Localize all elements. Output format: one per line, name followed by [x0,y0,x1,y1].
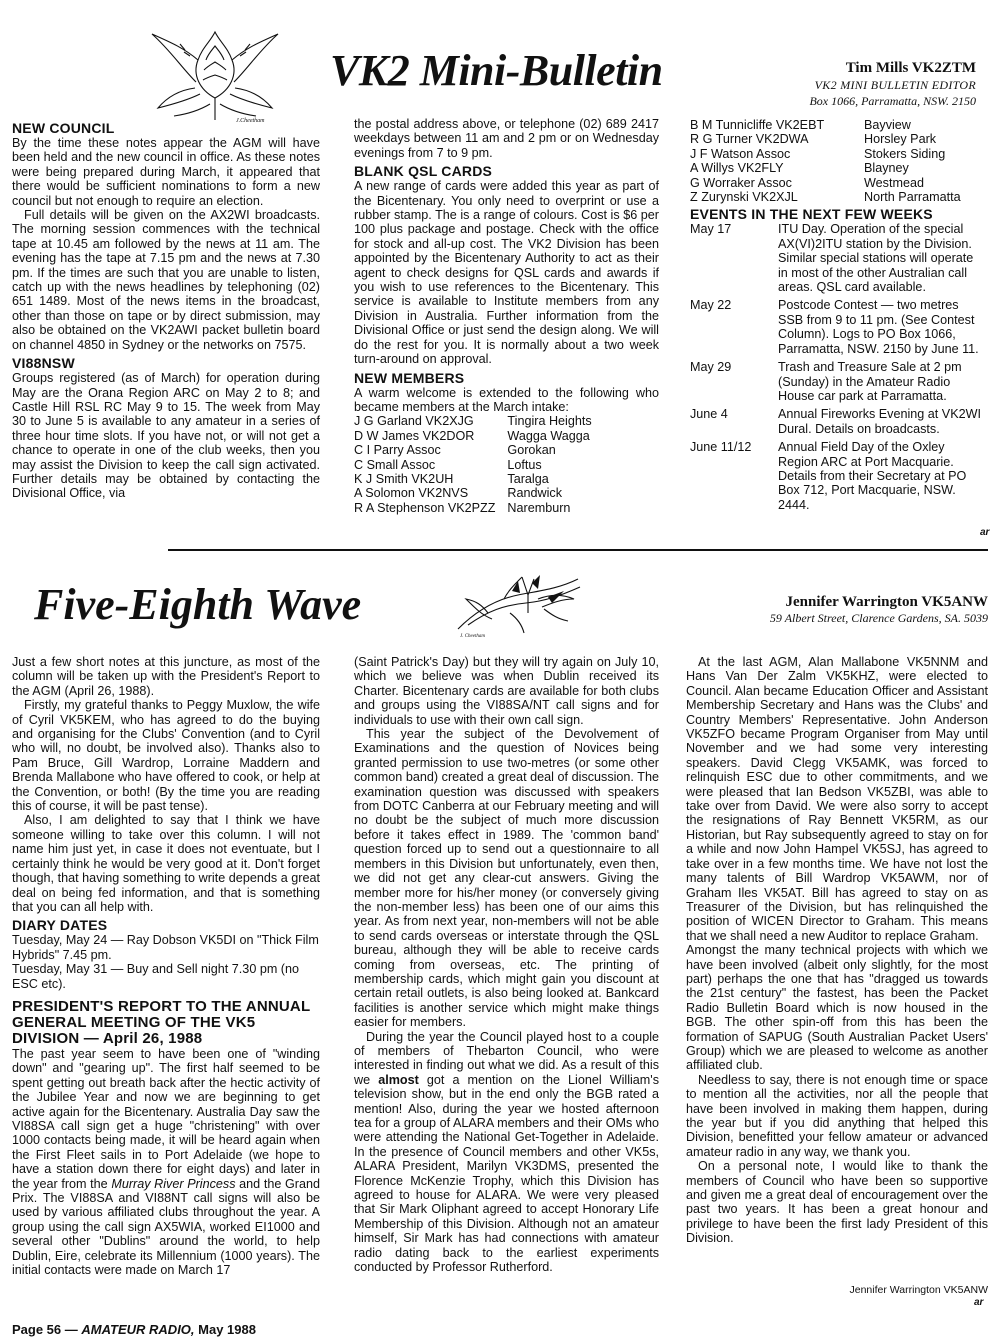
table-row [354,429,592,443]
members-table [354,414,592,515]
paragraph [354,1030,659,1275]
paragraph: On a personal note, I would like to thank the members of Council who have been so supportive and given me a great deal of encouragement over the past two years. It has been a great honour and privilege to have been the first lady President of this Division. [686,1159,988,1246]
table-row [354,486,592,500]
member-name: D W James VK2DOR [354,428,475,443]
wave-author-address: 59 Albert Street, Clarence Gardens, SA. 5039 [769,611,988,625]
paragraph: By the time these notes appear the AGM will have been held and the new council in office. As these notes were being prepared during March, it appeared that there would be sufficient nominations to form a new council but not enough to require an election. [12,136,320,208]
paragraph: This year the subject of the Devolvement of Examinations and the question of Novices being granted permission to use two-metres (or some other common band) created a great deal of discussion. The examination question was discussed with speakers from DOTC Canberra at our February meeting and will no doubt be the subject of much more discussion before it takes effect in 1989. The 'common band' question forced up to send out a questionnaire to all members in this Division but unfortunately, even then, we did not get any clear-cut answers. Giving the member more for his/her money (or conversely giving the non-member less) has been one of our aims this year. As from next year, non-members will not be able to send cards overseas or interstate through the QSL bureau, although they will be able to receive cards coming from overseas, etc. The printing of membership cards, which might gain you discount at certain retail outlets, is also being looked at. Bankcard facilities is another service which might make things easier for members. [354,727,659,1030]
italic-text: Murray River Princess [111,1176,236,1191]
event-description: Postcode Contest — two metres SSB from 9 to 11 pm. (See Contest Column). Logs to PO Box 1066, Parramatta, NSW. 2150 by June 11. [778,298,979,356]
table-row [354,414,592,428]
table-row [690,118,961,132]
bulletin-column-1 [12,121,320,501]
bulletin-column-2 [354,117,659,515]
page-number: Page 56 — [12,1322,78,1337]
member-name: J F Watson Assoc [690,146,791,161]
paragraph [12,1047,320,1278]
paragraph: Groups registered (as of March) for operation during May are the Orana Region ARC on May 2 to 8; and Castle Hill RSL RC May 9 to 15. The week from May 30 to June 5 is available to any amateur in a series of three hour time slots. If you have not, or will not get a chance to operate in one of the club weeks, then you may assist the Division to keep the call sign activated. Further details may be obtained by contacting the Divisional Office, via [12,371,320,501]
table-row [690,190,961,204]
member-place: Blayney [864,161,909,176]
bulletin-sign-off: ar [980,527,990,538]
member-place: North Parramatta [864,190,961,205]
member-place: Gorokan [507,443,556,458]
paragraph: At the last AGM, Alan Mallabone VK5NNM and Hans Van Der Zalm VK5KHZ, were elected to Council. Alan became Education Officer and Assistant Membership Secretary and Hans was the Clubs' and Country Members' Representative. John Anderson VK5ZFO became Program Organiser from May until November and we had some very interesting speakers. David Clegg VK5AMK, was forced to relinquish ESC due to other commitments, and we were pleased that Ian Bedson VK5ZBI, was able to take over from David. We were also sorry to accept the resignations of Ray Bennett VK5RM, as our Historian, but Ray subsequently agreed to stay on for a while and now John Hampel VK5SJ, has agreed to take over in a few months time. We have not lost the many talents of Bill Wardrop VK5AWM, nor of Graham Iles VK5AT. Bill has agreed to stay on as Treasurer of the Division, but has relinquished the position of WICEN Director to Graham. This means that we shall need a new Auditor to replace Graham. [686,655,988,943]
event-date: May 17 [690,222,732,237]
member-place: Naremburn [507,500,571,515]
issue-date: May 1988 [198,1322,256,1337]
event-description: Annual Fireworks Evening at VK2WI Dural. Details on broadcasts. [778,407,981,436]
text-span: During the year the Council played host to a couple of members of Thebarton Council, who were interested in finding out what we did. As a result of this we [354,1029,659,1087]
member-place: Loftus [507,457,542,472]
member-place: Westmead [864,175,924,190]
member-name: G Worraker Assoc [690,175,792,190]
event-description: Annual Field Day of the Oxley Region ARC at Port Macquarie. Details from their Secretary at PO Box 712, Port Macquarie, NSW. 2444. [778,440,967,512]
paragraph: Full details will be given on the AX2WI broadcasts. The morning session commences with the technical tape at 10.45 am followed by the news at 11 am. The evening has the tape at 7.15 pm and the news at 7.30 pm. If the times are such that you are unable to listen, catch up with the news headlines by telephoning (02) 651 1489. Most of the news items in the broadcast, other than those on tape or by direct submission, may also be obtained on the VK2AWI packet bulletin board on channel 4850 in Sydney or the networks on 7575. [12,208,320,352]
table-row [354,472,592,486]
text-span: and the Grand Prix. The VI88SA and VI88NT call signs will also be used by various affiliated clubs throughout the year. A group using the call sign AX5WIA, worked EI1000 and several other "Dublins" around the world, to help Dublin, Eire, celebrate its Millennium (1000 years). The initial contacts were made on March 17 [12,1176,320,1278]
heading-diary-dates: DIARY DATES [12,917,108,934]
paragraph: (Saint Patrick's Day) but they will try again on July 10, which we believe was when Dublin received its Charter. Bicentenary cards are available for both clubs and groups using the VI88SA/NT call signs and for individuals to use with their own call sign. [354,655,659,727]
member-name: R G Turner VK2DWA [690,132,809,147]
heading-blank-qsl-cards: BLANK QSL CARDS [354,163,493,180]
paragraph: A warm welcome is extended to the following who became members at the March intake: [354,385,659,414]
magazine-name: AMATEUR RADIO, [81,1322,195,1337]
member-name: B M Tunnicliffe VK2EBT [690,118,825,132]
member-place: Randwick [507,486,563,501]
bulletin-author-role: VK2 MINI BULLETIN EDITOR [814,78,976,92]
bulletin-column-3 [690,118,986,516]
member-place: Taralga [507,471,549,486]
wave-title: Five-Eighth Wave [34,580,362,629]
member-place: Horsley Park [864,132,937,147]
paragraph: A new range of cards were added this year as part of the Bicentenary. You only need to overprint or use a rubber stamp. The is a range of colours. Cost is $6 per 100 plus package and postage. Check with the office for stock and all-up cost. The VK2 Division has been appointed by the Bicentenary Authority to act as their agent to check designs for QSL cards and awards if you wish to use references to the Bicentenary. This service is available to Institute members from any Division in Australia. Further information from the Divisional Office or just send the design along. We will do the rest for you. It is normally about a two week turn-around on approval. [354,179,659,367]
diary-entry: Tuesday, May 31 — Buy and Sell night 7.30 pm (no ESC etc). [12,962,300,991]
wave-logo [448,569,588,641]
events-table [690,222,986,516]
table-row [690,132,961,146]
wave-signature: Jennifer Warrington VK5ANW [849,1284,988,1296]
paragraph: the postal address above, or telephone (02) 689 2417 weekdays between 11 am and 2 pm or on Wednesday evenings from 7 to 9 pm. [354,117,659,160]
table-row [690,360,986,407]
event-description: Trash and Treasure Sale at 2 pm (Sunday) in the Amateur Radio House car park at Parramatta. [778,360,962,403]
heading-new-council: NEW COUNCIL [12,120,115,136]
member-name: C Small Assoc [354,457,436,472]
bulletin-author-name: Tim Mills VK2ZTM [845,60,976,76]
event-date: June 11/12 [690,440,752,455]
paragraph: Needless to say, there is not enough time or space to mention all the activities, nor all the people that have been involved in making them happen, during the year but if you did anything that helped this Division, benefitted your fellow amateur or advanced amateur radio in any way, we thank you. [686,1072,988,1159]
member-place: Stokers Siding [864,146,946,161]
event-date: May 29 [690,360,732,375]
member-place: Tingira Heights [507,414,592,429]
bold-text: almost [378,1072,419,1087]
event-date: May 22 [690,298,732,313]
paragraph: Firstly, my grateful thanks to Peggy Muxlow, the wife of Cyril VK5KEM, who has agreed to do the buying and organising for the Clubs' Convention (and to Cyril who will, no doubt, be involved also). Thanks also to Pam Bruce, Gill Wardrop, Lorraine Maddern and Brenda Mallabone who have offered to cook, or help at the Convention, or both! (By the time you are reading this of course, it will be past tense). [12,698,320,814]
member-name: J G Garland VK2XJG [354,414,474,429]
member-name: K J Smith VK2UH [354,471,454,486]
diary-entry: Tuesday, May 24 — Ray Dobson VK5DI on "Thick Film Hybrids" 7.45 pm. [12,933,319,962]
text-span: got a mention on the Lionel William's television show, but in the end only the BGB rated a mention! Also, during the year we hosted afternoon tea for a group of ALARA members and their OMs who were attending the National Get-Together in Adelaide. In the presence of Council members and other VK5s, ALARA President, Marilyn VK3DMS, presented the Florence McKenzie Trophy, which this Division has agreed to house for ALARA. We were very pleased that Sir Mark Oliphant agreed to accept Honorary Life Membership of this Division. Although not an amateur himself, Sir Mark has had connections with amateur radio dating back to the earliest experiments conducted by Professor Rutherford. [354,1072,660,1275]
heading-vi88nsw: VI88NSW [12,355,75,372]
paragraph: Also, I am delighted to say that I think we have someone willing to take over this column. I will not name him just yet, in case it does not eventuate, but I certainly think he would be very good at it. Don't forget though, that having something to write depends a great deal on being fed information, and that is something that you can all help with. [12,813,320,914]
section-divider [168,549,988,551]
wave-author-name: Jennifer Warrington VK5ANW [785,594,988,610]
table-row [690,298,986,360]
text-span: The past year seem to have been one of "winding down" and "gearing up". The first half seemed to be spent getting out breath back after the hectic activity of the Jubilee Year and now we are beginning to get active again for the Bicentenary. Australia Day saw the VI88SA call sign get a huge "christening" with over 1000 contacts being made, it will be heard again when the First Fleet sails in to Port Adelaide (we hope to have a station down there for eight days) and later in the year from the [12,1046,320,1191]
event-date: June 4 [690,407,728,422]
wave-sign-off: ar [974,1297,984,1308]
member-name: R A Stephenson VK2PZZ [354,500,496,515]
member-name: Z Zurynski VK2XJL [690,190,798,205]
waratah-flower-logo [140,20,290,124]
table-row [354,443,592,457]
member-place: Wagga Wagga [507,428,590,443]
member-name: C I Parry Assoc [354,443,441,458]
bulletin-author-address: Box 1066, Parramatta, NSW. 2150 [809,94,976,108]
bulletin-title: VK2 Mini-Bulletin [330,46,663,95]
table-row [690,161,961,175]
svg-text:J.Cheetham: J.Cheetham [236,118,265,124]
member-name: A Solomon VK2NVS [354,486,469,501]
event-description: ITU Day. Operation of the special AX(VI)2ITU station by the Division. Similar special stations will operate in most of the other Australian call areas. QSL card available. [778,222,974,295]
table-row [354,458,592,472]
wave-column-2 [354,655,659,1274]
table-row [690,440,986,516]
paragraph: Amongst the many technical projects with which we have been involved (albeit only slightly, for the most part) perhaps the one that has "dragged us towards the 21st century" the fastest, has been the Packet Radio Bulletin Board which is now housed in the BGB. The other spin-off from this has been the formation of SAPUG (South Australian Packet Users' Group) which we are pleased to welcome as another affiliated club. [686,943,988,1073]
table-row [690,147,961,161]
table-row [354,501,592,515]
wave-column-3 [686,655,988,1246]
table-row [690,222,986,298]
table-row [690,176,961,190]
member-name: A Willys VK2FLY [690,161,784,176]
heading-presidents-report: PRESIDENT'S REPORT TO THE ANNUAL GENERAL MEETING OF THE VK5 DIVISION — April 26, 1988 [12,997,311,1047]
page-footer [12,1322,256,1337]
heading-new-members: NEW MEMBERS [354,369,465,386]
member-place: Bayview [864,118,911,132]
svg-text:J. Cheetham: J. Cheetham [460,634,485,639]
heading-events: EVENTS IN THE NEXT FEW WEEKS [690,206,933,223]
table-row [690,407,986,440]
members-table-continued [690,118,961,204]
wave-column-1 [12,655,320,1277]
paragraph: Just a few short notes at this juncture, as most of the column will be taken up with the President's Report to the AGM (April 26, 1988). [12,655,320,698]
